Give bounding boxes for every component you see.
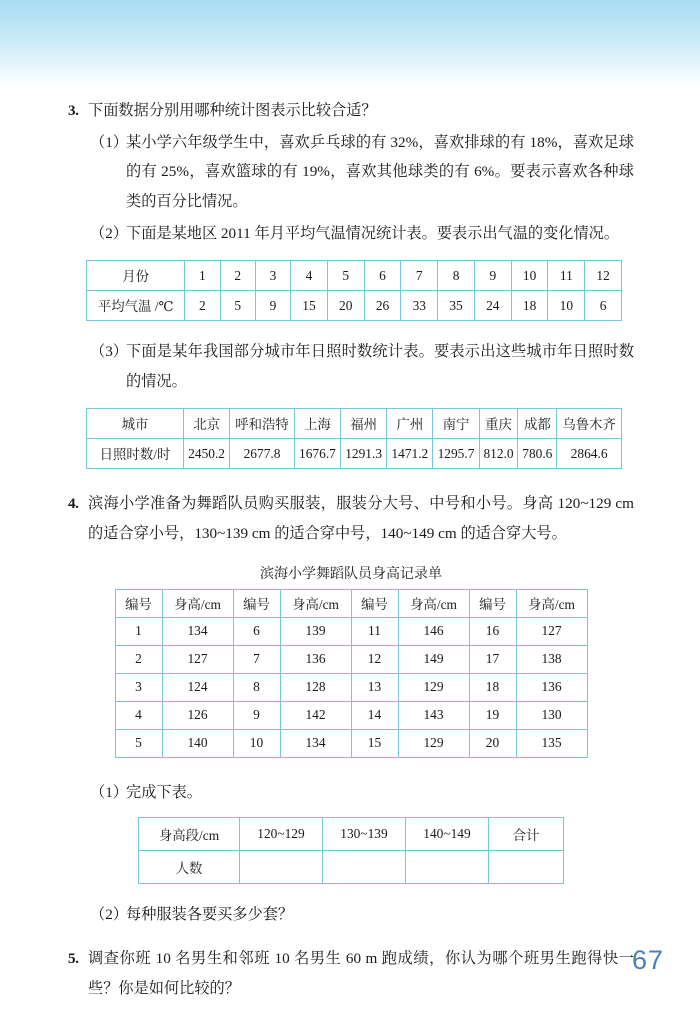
height-frequency-table[interactable]	[138, 817, 564, 884]
height-table-col-header: 编号	[469, 589, 516, 617]
student-id-cell: 3	[115, 673, 162, 701]
table-row	[87, 409, 622, 439]
problem-5	[68, 944, 634, 1003]
sunshine-hours-cell: 2450.2	[184, 439, 230, 469]
student-id-cell: 11	[351, 617, 398, 645]
temperature-cell: 26	[364, 291, 401, 321]
problem-3-sub-3-text: 下面是某年我国部分城市年日照时数统计表。要表示出这些城市年日照时数的情况。	[126, 343, 634, 390]
temperature-cell: 18	[511, 291, 548, 321]
table-row	[87, 291, 622, 321]
problem-5-stem-line	[68, 944, 634, 1003]
page-number: 67	[631, 945, 664, 975]
student-id-cell: 2	[115, 645, 162, 673]
student-height-cell: 124	[162, 673, 233, 701]
student-height-cell: 143	[398, 701, 469, 729]
temperature-cell: 20	[327, 291, 364, 321]
city-cell: 呼和浩特	[230, 409, 295, 439]
student-id-cell: 6	[233, 617, 280, 645]
city-cell: 成都	[518, 409, 557, 439]
temperature-cell: 15	[291, 291, 328, 321]
temperature-cell: 35	[438, 291, 475, 321]
city-table-row-header-city: 城市	[87, 409, 184, 439]
problem-5-stem: 调查你班 10 名男生和邻班 10 名男生 60 m 跑成绩，你认为哪个班男生跑得快一些？你是如何比较的？	[88, 950, 634, 997]
spacer	[68, 327, 634, 335]
height-table-col-header: 编号	[351, 589, 398, 617]
sunshine-hours-cell: 1471.2	[387, 439, 433, 469]
height-table-col-header: 编号	[115, 589, 162, 617]
student-height-cell: 142	[280, 701, 351, 729]
temperature-table	[86, 260, 622, 321]
height-table-title: 滨海小学舞蹈队员身高记录单	[260, 566, 442, 582]
student-id-cell: 5	[115, 729, 162, 757]
month-cell: 12	[585, 261, 622, 291]
sunshine-hours-cell: 1291.3	[341, 439, 387, 469]
frequency-table-row-label: 人数	[139, 851, 240, 884]
decorative-header-band	[0, 0, 700, 88]
month-cell: 1	[185, 261, 220, 291]
table-row	[115, 729, 587, 757]
student-height-cell: 136	[280, 645, 351, 673]
problem-4-sub-2	[90, 900, 634, 930]
problem-3-sub-2-text: 下面是某地区 2011 年月平均气温情况统计表。要表示出气温的变化情况。	[126, 224, 620, 242]
student-id-cell: 19	[469, 701, 516, 729]
spacer	[68, 936, 634, 944]
problem-3-sub-3	[90, 337, 634, 396]
problem-3-stem-line	[68, 96, 634, 126]
student-id-cell: 15	[351, 729, 398, 757]
frequency-answer-cell[interactable]	[406, 851, 489, 884]
student-id-cell: 7	[233, 645, 280, 673]
city-table-wrap	[86, 408, 634, 469]
problem-3-sub-1-label: （1）	[90, 133, 128, 151]
table-row	[139, 851, 564, 884]
student-id-cell: 1	[115, 617, 162, 645]
table-row	[115, 645, 587, 673]
student-id-cell: 17	[469, 645, 516, 673]
student-id-cell: 14	[351, 701, 398, 729]
table-header-row	[115, 589, 587, 617]
frequency-table-header-bin: 120~129	[240, 818, 323, 851]
student-id-cell: 4	[115, 701, 162, 729]
problem-4-sub-1	[90, 778, 634, 808]
sunshine-hours-cell: 1295.7	[433, 439, 479, 469]
frequency-answer-cell[interactable]	[240, 851, 323, 884]
temperature-cell: 33	[401, 291, 438, 321]
table-row	[87, 261, 622, 291]
problem-4-stem-line	[68, 489, 634, 548]
city-cell: 北京	[184, 409, 230, 439]
city-cell: 上海	[294, 409, 340, 439]
frequency-table-header-bin: 130~139	[323, 818, 406, 851]
problem-3	[68, 96, 634, 469]
problem-3-sub-2-label: （2）	[90, 224, 128, 242]
temperature-cell: 5	[220, 291, 255, 321]
height-table-col-header: 身高/cm	[162, 589, 233, 617]
frequency-table-wrap	[68, 817, 634, 884]
problem-3-sub-1-text: 某小学六年级学生中，喜欢乒乓球的有 32%，喜欢排球的有 18%，喜欢足球的有 25%，喜欢篮球的有 19%，喜欢其他球类的有 6%。要表示喜欢各种球类的百分比情况。	[126, 133, 634, 210]
student-height-cell: 136	[516, 673, 587, 701]
student-id-cell: 9	[233, 701, 280, 729]
frequency-answer-total-cell[interactable]	[489, 851, 564, 884]
month-cell: 2	[220, 261, 255, 291]
spacer	[68, 890, 634, 898]
month-cell: 7	[401, 261, 438, 291]
height-table-col-header: 身高/cm	[516, 589, 587, 617]
height-table-col-header: 身高/cm	[398, 589, 469, 617]
problem-5-number: 5.	[68, 950, 79, 968]
table-row	[115, 673, 587, 701]
city-cell: 福州	[341, 409, 387, 439]
student-id-cell: 10	[233, 729, 280, 757]
problem-4-number: 4.	[68, 495, 79, 513]
student-id-cell: 8	[233, 673, 280, 701]
sunshine-hours-cell: 780.6	[518, 439, 557, 469]
sunshine-hours-cell: 1676.7	[294, 439, 340, 469]
table-row	[115, 701, 587, 729]
temperature-cell: 24	[474, 291, 511, 321]
frequency-answer-cell[interactable]	[323, 851, 406, 884]
problem-4-sub-1-label: （1）	[90, 783, 128, 801]
student-height-cell: 140	[162, 729, 233, 757]
city-sunshine-table	[86, 408, 622, 469]
student-height-cell: 127	[516, 617, 587, 645]
height-table-wrap	[68, 589, 634, 758]
student-id-cell: 20	[469, 729, 516, 757]
student-height-cell: 146	[398, 617, 469, 645]
student-height-cell: 139	[280, 617, 351, 645]
month-cell: 5	[327, 261, 364, 291]
city-cell: 南宁	[433, 409, 479, 439]
sunshine-hours-cell: 2864.6	[557, 439, 622, 469]
student-height-cell: 138	[516, 645, 587, 673]
table-row	[115, 617, 587, 645]
spacer	[68, 762, 634, 776]
problem-4-stem: 滨海小学准备为舞蹈队员购买服装，服装分大号、中号和小号。身高 120~129 cm 的适合穿小号，130~139 cm 的适合穿中号，140~149 cm 的适合穿大号。	[88, 495, 634, 543]
month-cell: 8	[438, 261, 475, 291]
table-header-row	[139, 818, 564, 851]
problem-3-number: 3.	[68, 102, 79, 119]
student-height-cell: 128	[280, 673, 351, 701]
problem-4-sub-1-text: 完成下表。	[126, 783, 202, 801]
student-height-cell: 129	[398, 729, 469, 757]
page-content	[68, 96, 634, 1009]
problem-3-sub-3-label: （3）	[90, 343, 128, 361]
height-table-col-header: 身高/cm	[280, 589, 351, 617]
temperature-cell: 2	[185, 291, 220, 321]
spacer	[68, 475, 634, 489]
temperature-table-wrap	[86, 260, 634, 321]
student-height-cell: 135	[516, 729, 587, 757]
problem-3-stem: 下面数据分别用哪种统计图表示比较合适？	[88, 102, 377, 119]
sunshine-hours-cell: 2677.8	[230, 439, 295, 469]
student-height-cell: 126	[162, 701, 233, 729]
city-table-row-header-hours: 日照时数/时	[87, 439, 184, 469]
frequency-table-header-total: 合计	[489, 818, 564, 851]
city-cell: 广州	[387, 409, 433, 439]
temperature-cell: 10	[548, 291, 585, 321]
student-height-cell: 134	[162, 617, 233, 645]
temperature-table-row-header-month: 月份	[87, 261, 185, 291]
month-cell: 3	[255, 261, 290, 291]
frequency-table-header-bin: 140~149	[406, 818, 489, 851]
height-table-col-header: 编号	[233, 589, 280, 617]
temperature-table-row-header-temp: 平均气温 /℃	[87, 291, 185, 321]
student-height-cell: 127	[162, 645, 233, 673]
month-cell: 11	[548, 261, 585, 291]
month-cell: 6	[364, 261, 401, 291]
month-cell: 9	[474, 261, 511, 291]
table-row	[87, 439, 622, 469]
problem-4	[68, 489, 634, 930]
student-height-cell: 130	[516, 701, 587, 729]
problem-4-sub-2-label: （2）	[90, 906, 128, 924]
student-height-cell: 149	[398, 645, 469, 673]
height-record-table	[115, 589, 588, 758]
student-height-cell: 129	[398, 673, 469, 701]
month-cell: 10	[511, 261, 548, 291]
student-height-cell: 134	[280, 729, 351, 757]
student-id-cell: 12	[351, 645, 398, 673]
problem-3-sub-2	[90, 219, 634, 249]
student-id-cell: 16	[469, 617, 516, 645]
temperature-cell: 6	[585, 291, 622, 321]
student-id-cell: 18	[469, 673, 516, 701]
student-id-cell: 13	[351, 673, 398, 701]
month-cell: 4	[291, 261, 328, 291]
frequency-table-header-range: 身高段/cm	[139, 818, 240, 851]
city-cell: 重庆	[479, 409, 518, 439]
temperature-cell: 9	[255, 291, 290, 321]
problem-4-sub-2-text: 每种服装各要买多少套？	[126, 906, 294, 924]
sunshine-hours-cell: 812.0	[479, 439, 518, 469]
problem-3-sub-1	[90, 128, 634, 217]
city-cell: 乌鲁木齐	[557, 409, 622, 439]
